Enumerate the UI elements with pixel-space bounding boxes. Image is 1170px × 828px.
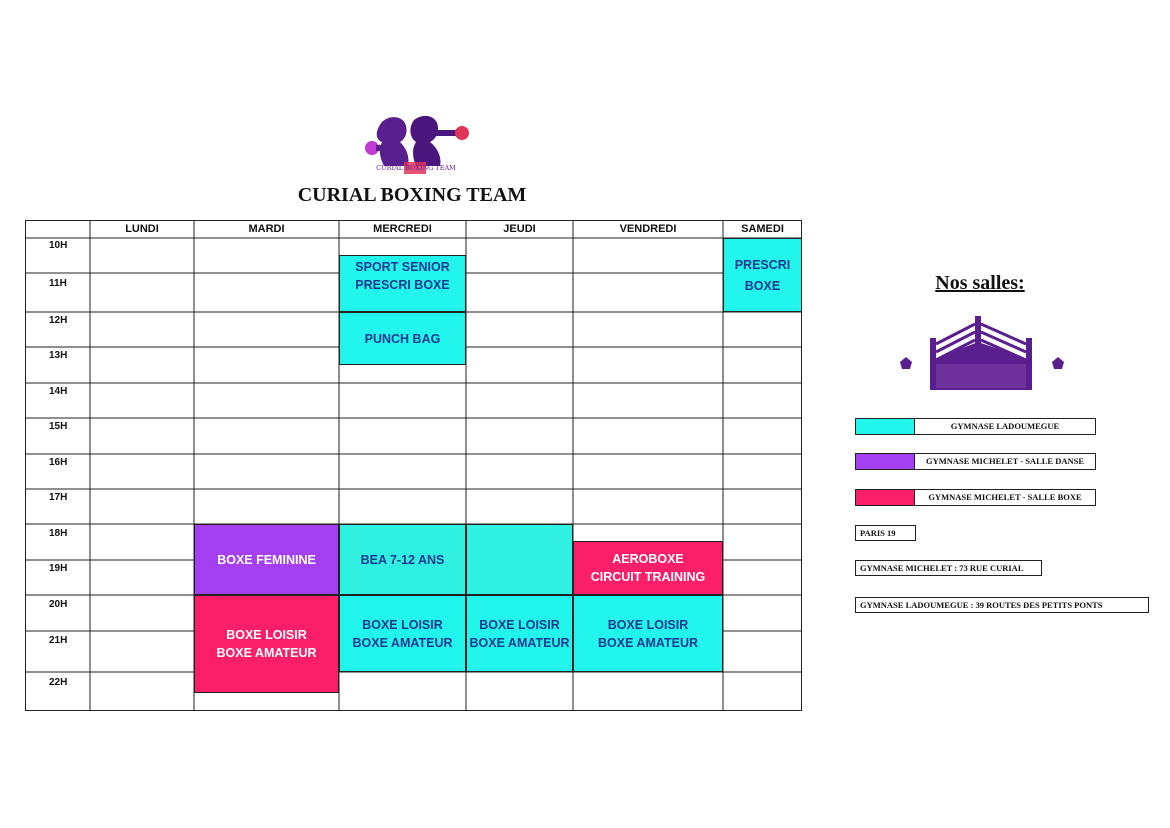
session-boxe-loisir-mardi xyxy=(194,595,339,693)
session-line: PRESCRI xyxy=(734,257,791,272)
legend-label: GYMNASE LADOUMEGUE xyxy=(914,418,1096,435)
info-city: PARIS 19 xyxy=(855,525,916,541)
hour-label: 21H xyxy=(49,635,68,646)
hour-label: 10H xyxy=(49,240,68,251)
legend-swatch-michelet-danse xyxy=(855,453,915,470)
session-boxe-loisir-vendredi xyxy=(573,595,723,672)
hour-label: 20H xyxy=(49,599,68,610)
session-line: BEA 7-12 ANS xyxy=(360,552,445,567)
session-line: BOXE LOISIR xyxy=(362,617,443,632)
star-icon xyxy=(900,357,912,369)
session-line: BOXE AMATEUR xyxy=(216,646,317,660)
hour-label: 17H xyxy=(49,492,68,503)
schedule-grid xyxy=(25,220,802,711)
star-icon xyxy=(1052,357,1064,369)
hour-label: 22H xyxy=(49,677,68,688)
session-line: SPORT SENIOR xyxy=(355,260,450,274)
day-header-lundi: LUNDI xyxy=(125,223,159,235)
session-jeudi-evening xyxy=(466,524,573,595)
session-line: BOXE AMATEUR xyxy=(598,635,698,650)
session-line: BOXE AMATEUR xyxy=(469,635,570,650)
session-line: PUNCH BAG xyxy=(364,331,441,346)
legend-swatch-ladoumegue xyxy=(855,418,915,435)
hour-label: 12H xyxy=(49,315,68,326)
session-boxe-loisir-mercredi xyxy=(339,595,466,672)
hour-label: 16H xyxy=(49,457,68,468)
day-header-jeudi: JEUDI xyxy=(503,223,536,235)
session-sport-senior xyxy=(339,255,466,312)
hour-label: 14H xyxy=(49,386,68,397)
session-line: BOXE LOISIR xyxy=(607,617,689,632)
day-header-mardi: MARDI xyxy=(248,223,285,235)
legend-label: GYMNASE MICHELET - SALLE DANSE xyxy=(914,453,1096,470)
session-line: BOXE LOISIR xyxy=(226,628,307,642)
session-punch-bag xyxy=(339,312,466,365)
session-prescri-boxe xyxy=(723,238,802,312)
day-header-samedi: SAMEDI xyxy=(741,223,784,235)
boxing-ring-icon xyxy=(892,312,1064,394)
hour-label: 18H xyxy=(49,528,68,539)
session-boxe-loisir-jeudi xyxy=(466,595,573,672)
info-ladoumegue-address: GYMNASE LADOUMEGUE : 39 ROUTES DES PETITS PONTS xyxy=(855,597,1149,613)
hour-label: 19H xyxy=(49,563,68,574)
hour-label: 15H xyxy=(49,421,68,432)
legend-title: Nos salles: xyxy=(935,272,1025,294)
session-line: BOXE FEMININE xyxy=(217,552,316,567)
session-line: CIRCUIT TRAINING xyxy=(590,570,706,584)
session-line: BOXE AMATEUR xyxy=(352,635,453,650)
session-boxe-feminine xyxy=(194,524,339,595)
day-header-mercredi: MERCREDI xyxy=(373,223,432,235)
session-line: BOXE xyxy=(744,278,781,293)
session-aeroboxe xyxy=(573,541,723,595)
session-line: AEROBOXE xyxy=(612,552,684,566)
info-michelet-address: GYMNASE MICHELET : 73 RUE CURIAL xyxy=(855,560,1042,576)
hour-label: 13H xyxy=(49,350,68,361)
page-title: CURIAL BOXING TEAM xyxy=(297,184,527,206)
session-line: PRESCRI BOXE xyxy=(355,278,450,292)
legend-swatch-michelet-boxe xyxy=(855,489,915,506)
logo-text: CURIAL BOXING TEAM xyxy=(376,164,456,172)
session-line: BOXE LOISIR xyxy=(479,617,560,632)
boxer-logo-icon xyxy=(360,112,472,180)
hour-label: 11H xyxy=(49,278,67,289)
day-header-vendredi: VENDREDI xyxy=(619,223,677,235)
legend-label: GYMNASE MICHELET - SALLE BOXE xyxy=(914,489,1096,506)
session-bea xyxy=(339,524,466,595)
